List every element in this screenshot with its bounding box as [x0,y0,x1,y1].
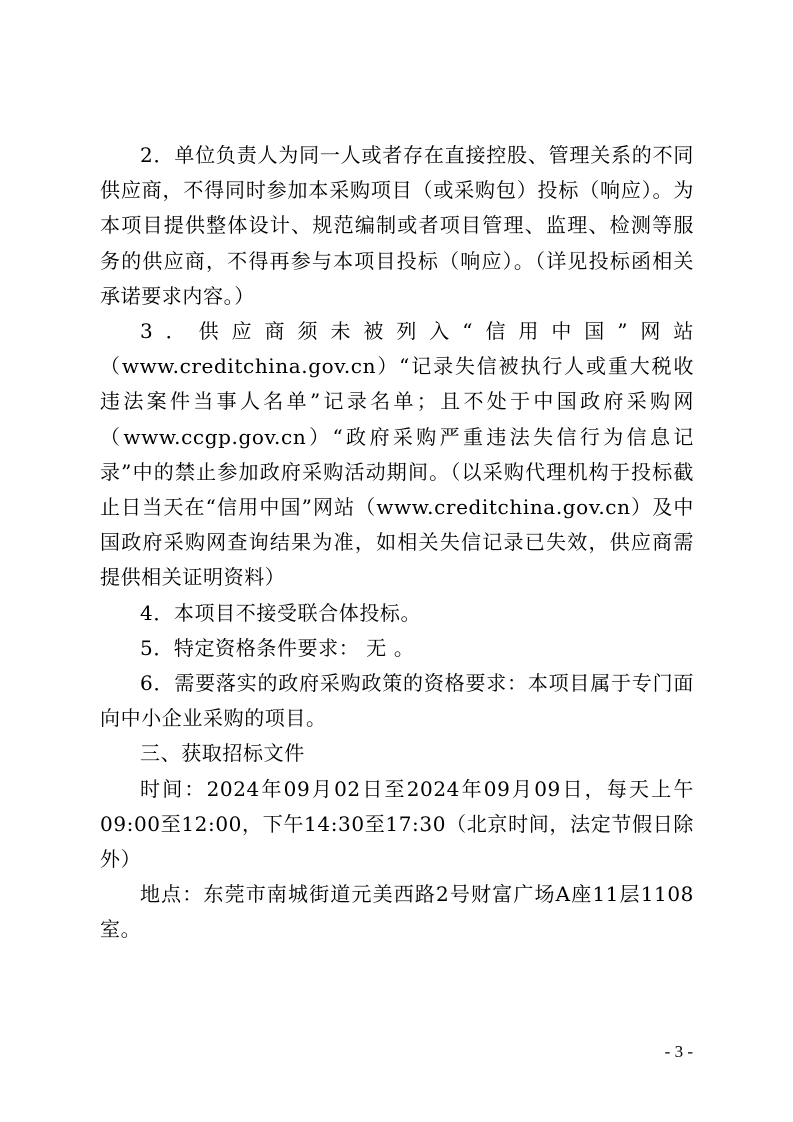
time-paragraph: 时间：2024年09月02日至2024年09月09日，每天上午09:00至12:00，下午14:30至17:30（北京时间，法定节假日除外） [100,776,694,872]
document-body [100,138,694,948]
paragraph-item-6: 6．需要落实的政府采购政策的资格要求：本项目属于专门面向中小企业采购的项目。 [100,671,694,731]
page-number: - 3 - [664,1042,693,1061]
paragraph-item-5: 5．特定资格条件要求： 无 。 [140,635,415,660]
paragraph-item-4: 4．本项目不接受联合体投标。 [140,600,422,625]
paragraph-item-3: 3．供应商须未被列入“信用中国”网站（www.creditchina.gov.cn）“记录失信被执行人或重大税收违法案件当事人名单”记录名单；且不处于中国政府采购网（www.ccgp.gov.cn）“政府采购严重违法失信行为信息记录”中的禁止参加政府采购活动期间。（以采购代理机构于投标截止日当天在“信用中国”网站（www.creditchina.gov.cn）及中国政府采购网查询结果为准，如相关失信记录已失效，供应商需提供相关证明资料） [100,319,694,590]
section-heading: 三、获取招标文件 [140,741,305,766]
location-paragraph: 地点：东莞市南城街道元美西路2号财富广场A座11层1108室。 [100,882,694,942]
paragraph-item-2: 2．单位负责人为同一人或者存在直接控股、管理关系的不同供应商，不得同时参加本采购项目（或采购包）投标（响应）。为本项目提供整体设计、规范编制或者项目管理、监理、检测等服务的供应商，不得再参与本项目投标（响应）。（详见投标函相关承诺要求内容。） [100,143,694,308]
